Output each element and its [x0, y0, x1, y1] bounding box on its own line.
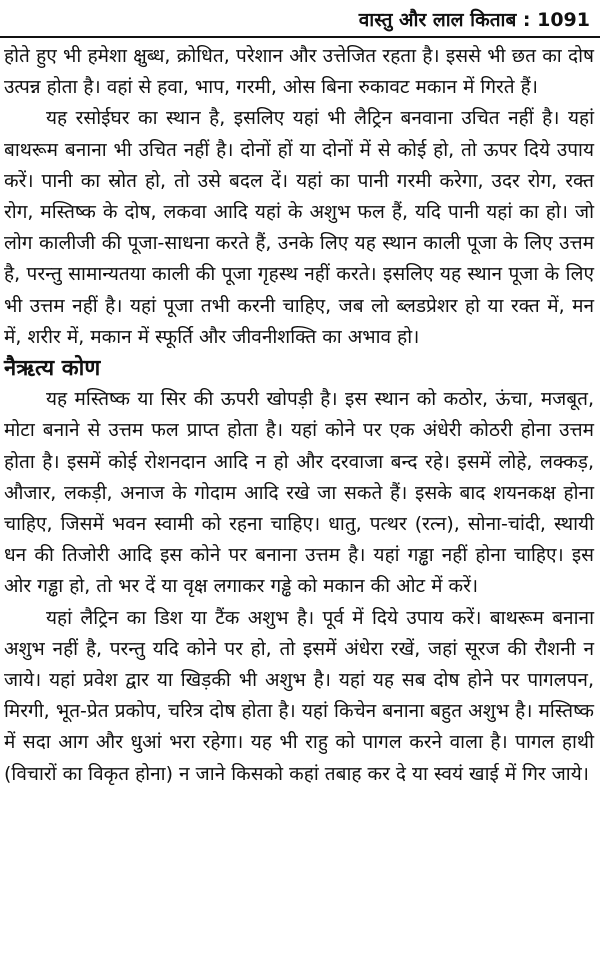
paragraph-southwest-remedies: यहां लैट्रिन का डिश या टैंक अशुभ है। पूर्व में दिये उपाय करें। बाथरूम बनाना अशुभ नहीं है, परन्तु यदि कोने पर हो, तो इसमें अंधेरा रखें, जहां सूरज की रौशनी न जाये। यहां प्रवेश द्वार या खिड़की भी अशुभ है। यहां यह सब दोष होने पर पागलपन, मिरगी, भूत-प्रेत प्रकोप, चरित्र दोष होता है। यहां किचेन बनाना बहुत अशुभ है। मस्तिष्क में सदा आग और धुआं भरा रहेगा। यह भी राहु को पागल करने वाला है। पागल हाथी (विचारों का विकृत होना) न जाने किसको कहां तबाह कर दे या स्वयं खाई में गिर जाये।: [4, 606, 594, 785]
page-body: [4, 41, 594, 790]
paragraph-continuation: होते हुए भी हमेशा क्षुब्ध, क्रोधित, परेशान और उत्तेजित रहता है। इससे भी छत का दोष उत्पन्न होता है। वहां से हवा, भाप, गरमी, ओस बिना रुकावट मकान में गिरते हैं।: [4, 45, 594, 99]
paragraph-southwest-corner: यह मस्तिष्क या सिर की ऊपरी खोपड़ी है। इस स्थान को कठोर, ऊंचा, मजबूत, मोटा बनाने से उत्तम फल प्राप्त होता है। यहां कोने पर एक अंधेरी कोठरी होना उत्तम होता है। इसमें कोई रोशनदान आदि न हो और दरवाजा बन्द रहे। इसमें लोहे, लक्कड़, औजार, लकड़ी, अनाज के गोदाम आदि रखे जा सकते हैं। इसके बाद शयनकक्ष होना चाहिए, जिसमें भवन स्वामी को रहना चाहिए। धातु, पत्थर (रत्न), सोना-चांदी, स्थायी धन की तिजोरी आदि इस कोने पर बनाना उत्तम है। यहां गड्ढा नहीं होना चाहिए। इस ओर गड्ढा हो, तो भर दें या वृक्ष लगाकर गड्ढे को मकान की ओट में करें।: [4, 388, 594, 598]
section-heading: नैऋत्य कोण: [4, 356, 101, 382]
paragraph-kitchen-zone: यह रसोईघर का स्थान है, इसलिए यहां भी लैट्रिन बनवाना उचित नहीं है। यहां बाथरूम बनाना भी उचित नहीं है। दोनों हों या दोनों में से कोई हो, तो ऊपर दिये उपाय करें। पानी का स्रोत हो, तो उसे बदल दें। यहां का पानी गरमी करेगा, उदर रोग, रक्त रोग, मस्तिष्क के दोष, लकवा आदि यहां के अशुभ फल हैं, यदि पानी यहां का हो। जो लोग कालीजी की पूजा-साधना करते हैं, उनके लिए यह स्थान काली पूजा के लिए उत्तम है, परन्तु सामान्यतया काली की पूजा गृहस्थ नहीं करते। इसलिए यह स्थान पूजा के लिए भी उत्तम नहीं है। यहां पूजा तभी करनी चाहिए, जब लो ब्लडप्रेशर हो या रक्त में, मन में, शरीर में, मकान में स्फूर्ति और जीवनीशक्ति का अभाव हो।: [4, 107, 594, 348]
running-header: वास्तु और लाल किताब : 1091: [358, 9, 590, 31]
header-rule: [0, 36, 600, 38]
